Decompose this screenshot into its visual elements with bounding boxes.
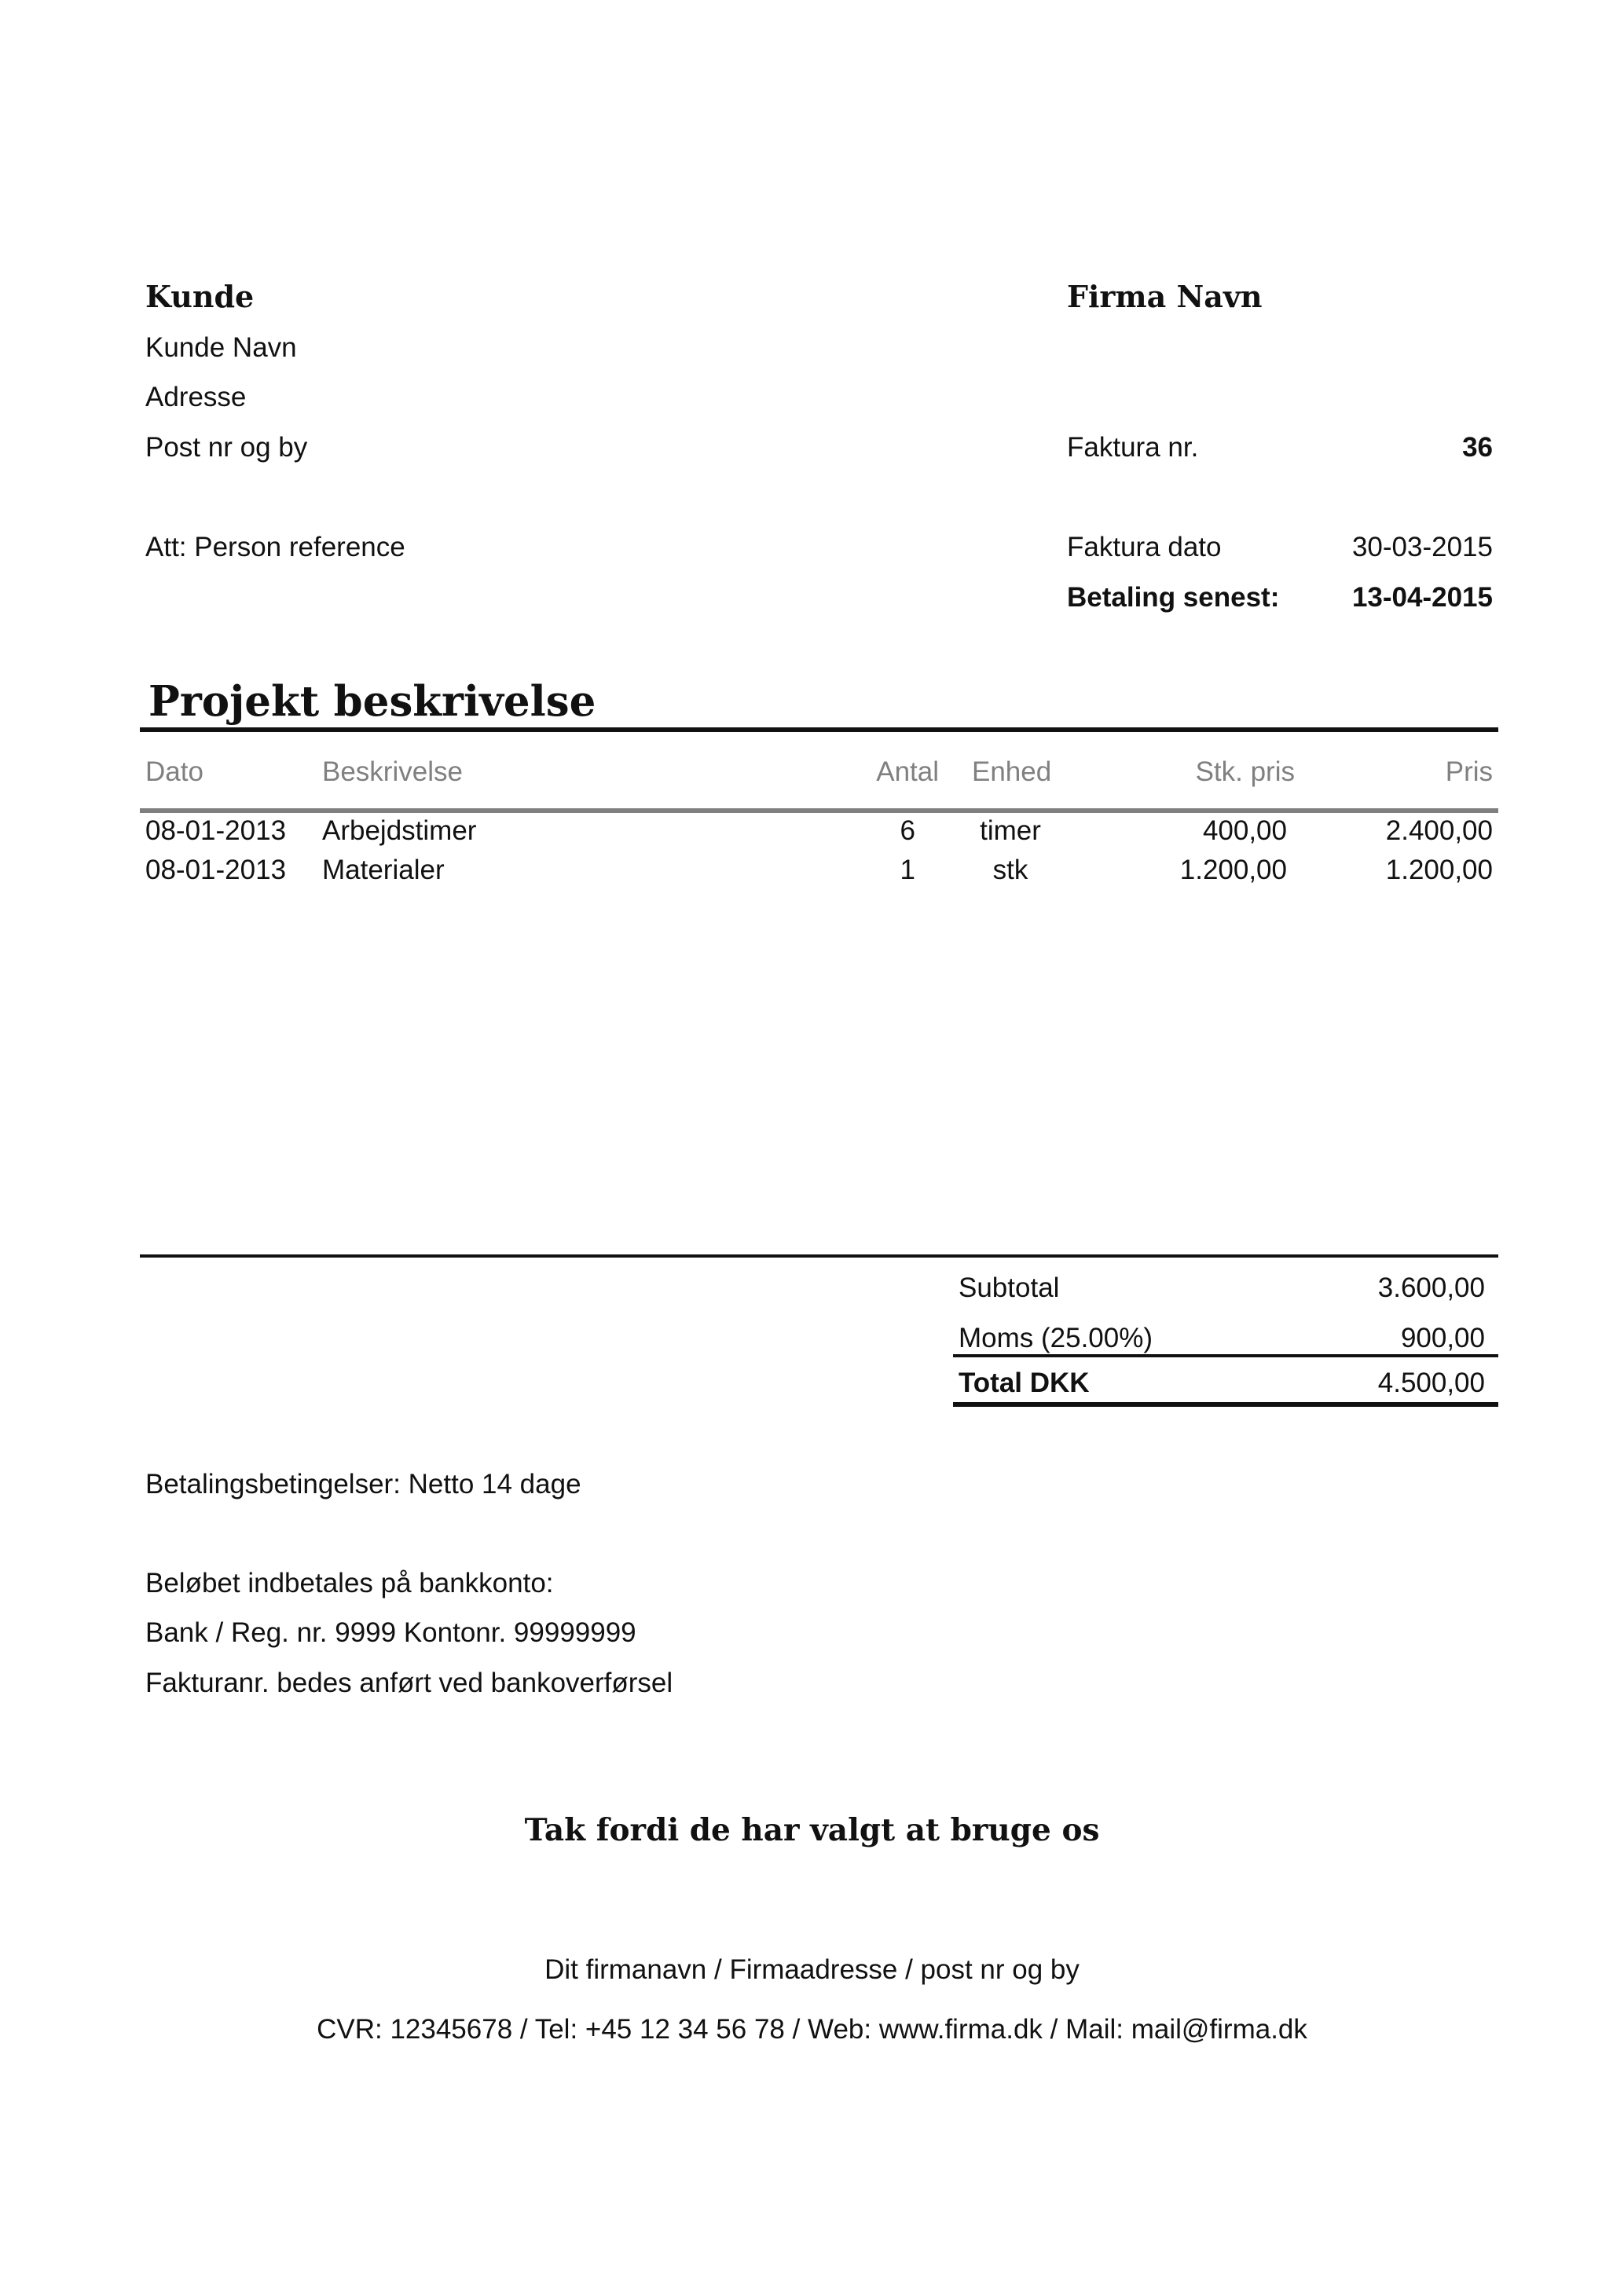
row-description: Materialer xyxy=(322,855,445,885)
thank-you-message: Tak fordi de har valgt at bruge os xyxy=(524,1812,1100,1848)
col-header-description: Beskrivelse xyxy=(322,756,463,787)
vat-value: 900,00 xyxy=(1400,1323,1485,1353)
footer-contact: CVR: 12345678 / Tel: +45 12 34 56 78 / Web: www.firma.dk / Mail: mail@firma.dk xyxy=(317,2014,1307,2045)
row-unit: stk xyxy=(992,855,1028,885)
payment-due-date: 13-04-2015 xyxy=(1351,582,1493,613)
table-bottom-rule xyxy=(140,1254,1498,1258)
row-quantity: 6 xyxy=(900,815,915,846)
row-price: 1.200,00 xyxy=(1385,855,1493,885)
col-header-date: Dato xyxy=(145,756,203,787)
row-quantity: 1 xyxy=(900,855,915,885)
row-unit: timer xyxy=(980,815,1041,846)
subtotal-label: Subtotal xyxy=(959,1273,1060,1303)
col-header-quantity: Antal xyxy=(876,756,939,787)
customer-name: Kunde Navn xyxy=(145,332,297,363)
bank-account: Bank / Reg. nr. 9999 Kontonr. 99999999 xyxy=(145,1617,636,1648)
col-header-unit-price: Stk. pris xyxy=(1195,756,1295,787)
project-title: Projekt beskrivelse xyxy=(148,677,596,726)
invoice-date-label: Faktura dato xyxy=(1067,532,1222,562)
header-rule xyxy=(140,808,1498,813)
invoice-number: 36 xyxy=(1462,432,1493,463)
payment-terms: Betalingsbetingelser: Netto 14 dage xyxy=(145,1469,581,1500)
invoice-reference-note: Fakturanr. bedes anført ved bankoverførsel xyxy=(145,1668,673,1698)
company-name: Firma Navn xyxy=(1067,279,1263,314)
invoice-number-label: Faktura nr. xyxy=(1067,432,1199,463)
row-date: 08-01-2013 xyxy=(145,855,287,885)
col-header-unit: Enhed xyxy=(972,756,1052,787)
total-value: 4.500,00 xyxy=(1377,1368,1485,1398)
customer-postal-city: Post nr og by xyxy=(145,432,308,463)
footer-address: Dit firmanavn / Firmaadresse / post nr og by xyxy=(544,1954,1080,1985)
payment-due-label: Betaling senest: xyxy=(1067,582,1280,613)
row-description: Arbejdstimer xyxy=(322,815,477,846)
customer-address: Adresse xyxy=(145,382,247,412)
total-bottom-rule xyxy=(953,1402,1498,1407)
payment-instruction: Beløbet indbetales på bankkonto: xyxy=(145,1568,554,1598)
row-price: 2.400,00 xyxy=(1385,815,1493,846)
customer-attention: Att: Person reference xyxy=(145,532,405,562)
title-rule xyxy=(140,727,1498,732)
col-header-price: Pris xyxy=(1445,756,1493,787)
total-label: Total DKK xyxy=(959,1368,1090,1398)
subtotal-value: 3.600,00 xyxy=(1377,1273,1485,1303)
row-unit-price: 400,00 xyxy=(1202,815,1287,846)
row-unit-price: 1.200,00 xyxy=(1179,855,1287,885)
vat-label: Moms (25.00%) xyxy=(959,1323,1153,1353)
row-date: 08-01-2013 xyxy=(145,815,287,846)
invoice-date: 30-03-2015 xyxy=(1351,532,1493,562)
total-top-rule xyxy=(953,1354,1498,1357)
customer-heading: Kunde xyxy=(145,279,255,314)
